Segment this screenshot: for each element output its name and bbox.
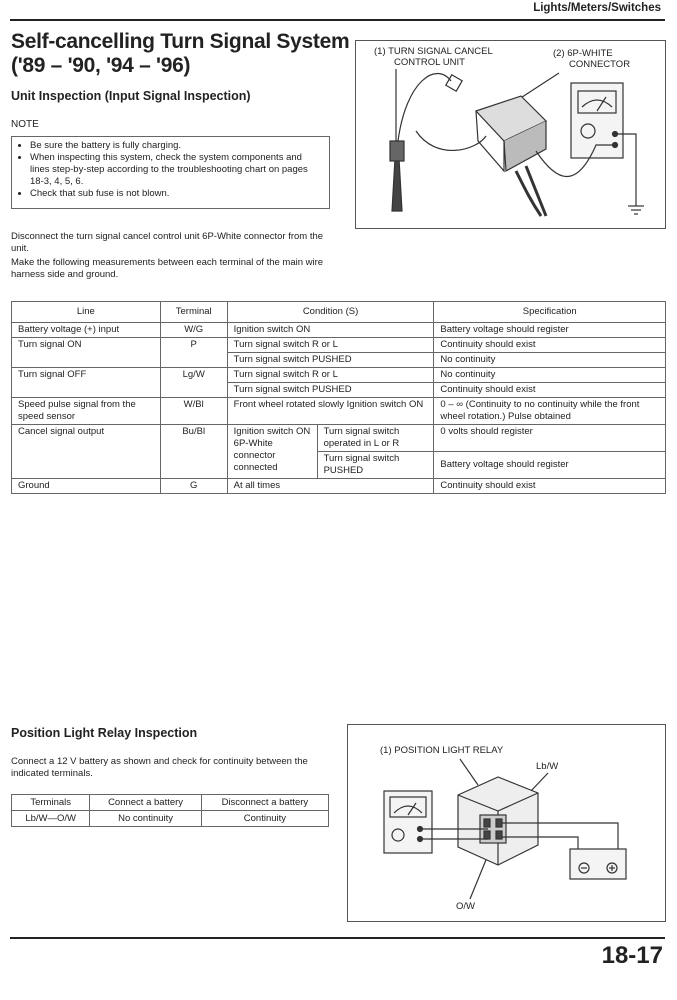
line-cell: Ground xyxy=(12,479,161,494)
terminal-cell: G xyxy=(160,479,227,494)
note-item: • Be sure the battery is fully charging. xyxy=(30,140,323,152)
table-row xyxy=(12,479,666,494)
wire-label-ow: O/W xyxy=(456,901,475,912)
spec-table xyxy=(11,301,666,494)
cancel-unit-figure xyxy=(355,40,666,229)
column-header: Condition (S) xyxy=(227,302,434,323)
table-cell: No continuity xyxy=(90,811,201,827)
instruction-paragraph-1: Disconnect the turn signal cancel control unit 6P-White connector from the unit. xyxy=(11,231,324,254)
condition-cell: Turn signal switch PUSHED xyxy=(227,383,434,398)
table-cell: Lb/W—O/W xyxy=(12,811,90,827)
spec-cell: Continuity should exist xyxy=(434,479,666,494)
terminal-cell: W/Bl xyxy=(160,398,227,425)
table-row xyxy=(12,425,666,452)
relay-section-title: Position Light Relay Inspection xyxy=(11,726,198,740)
note-item: • When inspecting this system, check the system components and lines step-by-step according to the troubleshooting chart on pages 18-3, 4, 5, 6. xyxy=(30,152,323,188)
terminal-cell: Bu/Bl xyxy=(160,425,227,479)
figure-label-connector: (2) 6P-WHITE CONNECTOR xyxy=(553,48,631,70)
title-line-1: Self-cancelling Turn Signal System xyxy=(11,30,350,53)
spec-cell: No continuity xyxy=(434,353,666,368)
condition-cell: Turn signal switch R or L xyxy=(227,368,434,383)
table-row xyxy=(12,323,666,338)
subtitle: Unit Inspection (Input Signal Inspection) xyxy=(11,89,251,103)
spec-cell: No continuity xyxy=(434,368,666,383)
table-row xyxy=(12,398,666,425)
condition-cell: Ignition switch ON xyxy=(227,323,434,338)
column-header: Terminals xyxy=(12,795,90,811)
page-title xyxy=(11,30,349,78)
condition-cell: Ignition switch ON 6P-White connector connected xyxy=(227,425,317,479)
cancel-unit-drawing xyxy=(356,41,665,228)
table-header-row xyxy=(12,302,666,323)
section-header: Lights/Meters/Switches xyxy=(533,2,661,14)
column-header: Terminal xyxy=(160,302,227,323)
condition-cell: Turn signal switch R or L xyxy=(227,338,434,353)
condition-cell: Front wheel rotated slowly Ignition switch ON xyxy=(227,398,434,425)
column-header: Disconnect a battery xyxy=(201,795,328,811)
line-cell: Speed pulse signal from the speed sensor xyxy=(12,398,161,425)
terminal-cell: P xyxy=(160,338,227,368)
spec-cell: Battery voltage should register xyxy=(434,323,666,338)
table-cell: Continuity xyxy=(201,811,328,827)
table-row xyxy=(12,811,329,827)
spec-cell: 0 – ∞ (Continuity to no continuity while the front wheel rotation.) Pulse obtained xyxy=(434,398,666,425)
column-header: Connect a battery xyxy=(90,795,201,811)
column-header: Line xyxy=(12,302,161,323)
spec-cell: Continuity should exist xyxy=(434,383,666,398)
line-cell: Battery voltage (+) input xyxy=(12,323,161,338)
table-row xyxy=(12,338,666,353)
table-header-row xyxy=(12,795,329,811)
page-number: 18-17 xyxy=(601,942,663,969)
relay-drawing xyxy=(348,725,665,921)
note-box xyxy=(11,136,330,209)
figure-label-cancel-unit: (1) TURN SIGNAL CANCEL CONTROL UNIT xyxy=(374,46,493,68)
relay-instructions: Connect a 12 V battery as shown and check for continuity between the indicated terminals. xyxy=(11,756,308,779)
relay-table xyxy=(11,794,329,827)
line-cell: Cancel signal output xyxy=(12,425,161,479)
spec-cell: Battery voltage should register xyxy=(434,452,666,479)
terminal-cell: W/G xyxy=(160,323,227,338)
column-header: Specification xyxy=(434,302,666,323)
spec-cell: 0 volts should register xyxy=(434,425,666,452)
title-line-2: ('89 – '90, '94 – '96) xyxy=(11,54,191,77)
condition-cell: At all times xyxy=(227,479,434,494)
spec-cell: Continuity should exist xyxy=(434,338,666,353)
condition-cell: Turn signal switch operated in L or R xyxy=(317,425,434,452)
condition-cell: Turn signal switch PUSHED xyxy=(317,452,434,479)
header-rule xyxy=(10,19,665,21)
line-cell: Turn signal OFF xyxy=(12,368,161,398)
condition-cell: Turn signal switch PUSHED xyxy=(227,353,434,368)
table-row xyxy=(12,368,666,383)
note-label: NOTE xyxy=(11,119,39,130)
note-item: • Check that sub fuse is not blown. xyxy=(30,188,323,200)
footer-rule xyxy=(10,937,665,939)
terminal-cell: Lg/W xyxy=(160,368,227,398)
wire-label-lbw: Lb/W xyxy=(536,761,559,772)
figure-label-relay: (1) POSITION LIGHT RELAY xyxy=(380,745,504,756)
line-cell: Turn signal ON xyxy=(12,338,161,368)
instruction-paragraph-2: Make the following measurements between each terminal of the main wire harness side and ground. xyxy=(11,257,324,280)
relay-figure xyxy=(347,724,666,922)
